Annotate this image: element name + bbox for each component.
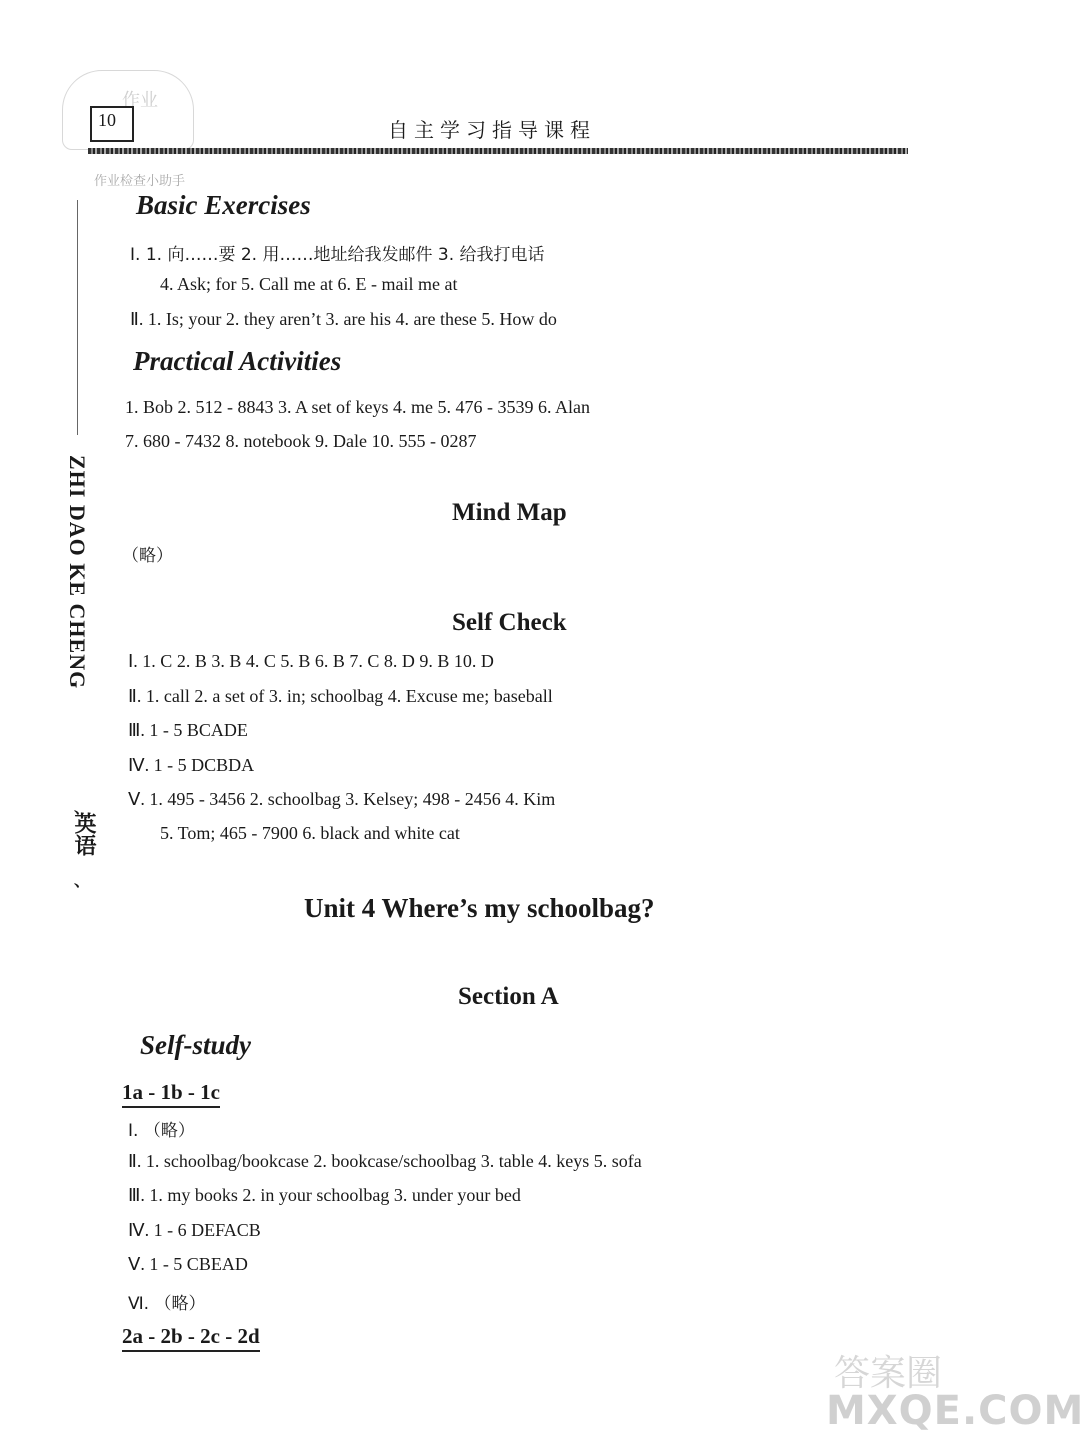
answer-line: Ⅰ. 1. C 2. B 3. B 4. C 5. B 6. B 7. C 8. D 9. B 10. D	[128, 651, 494, 671]
subsection-label: 1a - 1b - 1c	[122, 1080, 220, 1108]
answer-line: 4. Ask; for 5. Call me at 6. E - mail me at	[160, 274, 458, 294]
heading-mind-map: Mind Map	[452, 499, 567, 526]
watermark-logo-text: 答案圈	[834, 1353, 943, 1394]
answer-line: 7. 680 - 7432 8. notebook 9. Dale 10. 555 - 0287	[125, 431, 477, 451]
answer-line: Ⅱ. 1. call 2. a set of 3. in; schoolbag 4. Excuse me; baseball	[128, 686, 553, 706]
mind-map-note: （略）	[122, 546, 173, 566]
heading-practical-activities: Practical Activities	[133, 346, 342, 376]
answer-line: Ⅲ. 1 - 5 BCADE	[128, 720, 248, 740]
sidebar-separator: 、	[74, 871, 91, 890]
section-title: Section A	[458, 983, 559, 1010]
subsection-label: 2a - 2b - 2c - 2d	[122, 1324, 260, 1352]
answer-line: Ⅲ. 1. my books 2. in your schoolbag 3. under your bed	[128, 1185, 521, 1205]
unit-title: Unit 4 Where’s my schoolbag?	[304, 893, 655, 923]
sidebar-separator: 、	[74, 798, 91, 817]
answer-line: Ⅵ. （略）	[128, 1294, 206, 1314]
answer-line: Ⅴ. 1 - 5 CBEAD	[128, 1254, 248, 1274]
heading-self-check: Self Check	[452, 609, 567, 636]
answer-line: 5. Tom; 465 - 7900 6. black and white cat	[160, 823, 460, 843]
watermark-site-text: MXQE.COM	[826, 1388, 1084, 1434]
header-title: 自主学习指导课程	[388, 118, 596, 142]
heading-self-study: Self-study	[140, 1030, 251, 1060]
answer-line: Ⅰ. 1. 向……要 2. 用……地址给我发邮件 3. 给我打电话	[130, 245, 545, 265]
answer-line: Ⅳ. 1 - 6 DEFACB	[128, 1220, 261, 1240]
answer-line: Ⅱ. 1. Is; your 2. they aren’t 3. are his 4. are these 5. How do	[130, 309, 557, 329]
margin-line	[77, 200, 78, 435]
heading-basic-exercises: Basic Exercises	[136, 190, 311, 220]
header-rule	[88, 148, 908, 154]
sidebar-subject: 英语	[71, 812, 96, 856]
answer-line: Ⅳ. 1 - 5 DCBDA	[128, 755, 255, 775]
answer-line: Ⅴ. 1. 495 - 3456 2. schoolbag 3. Kelsey; 498 - 2456 4. Kim	[128, 789, 556, 809]
watermark-top-text: 作业	[122, 90, 158, 111]
answer-line: 1. Bob 2. 512 - 8843 3. A set of keys 4. me 5. 476 - 3539 6. Alan	[125, 397, 590, 417]
watermark-sub-text: 作业检查小助手	[94, 174, 186, 189]
answer-line: Ⅱ. 1. schoolbag/bookcase 2. bookcase/schoolbag 3. table 4. keys 5. sofa	[128, 1151, 642, 1171]
page-number: 10	[98, 110, 116, 130]
sidebar-vertical-text: ZHI DAO KE CHENG	[65, 455, 90, 690]
answer-line: Ⅰ. （略）	[128, 1121, 195, 1141]
